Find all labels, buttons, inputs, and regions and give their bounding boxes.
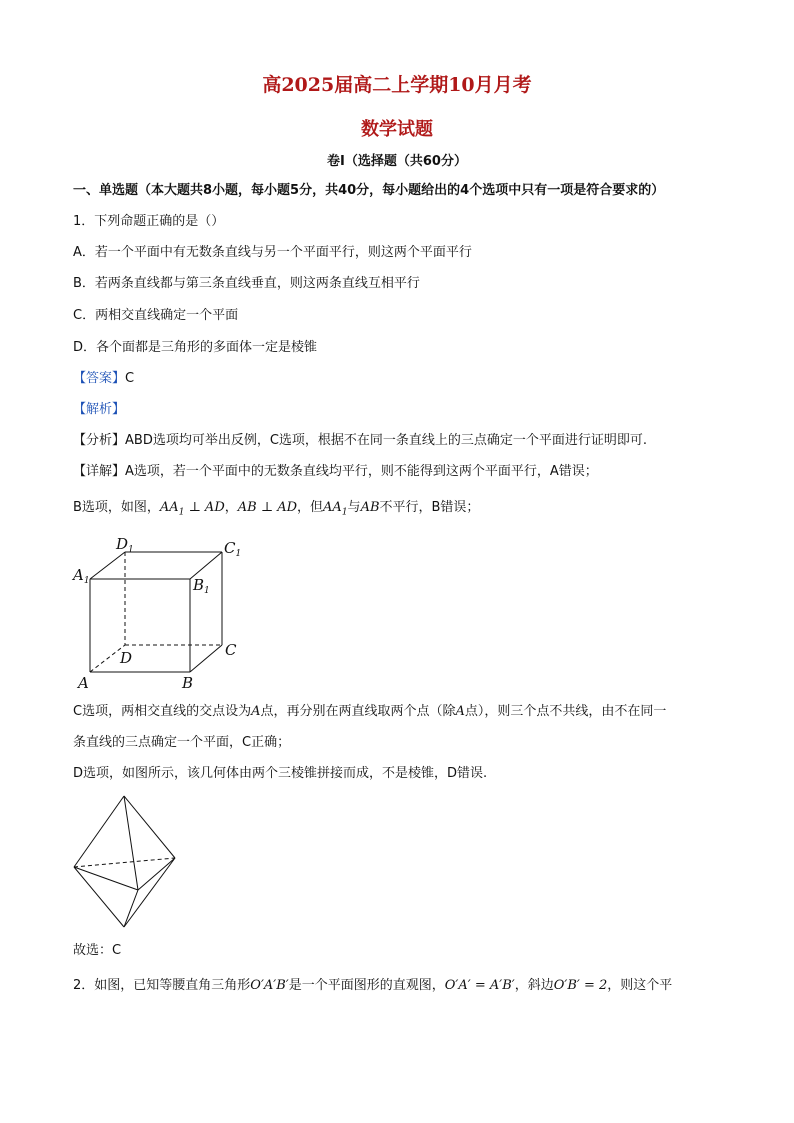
part-heading: 一、单选题（本大题共8小题，每小题5分，共40分，每小题给出的4个选项中只有一项是符合要求的） [73,183,665,198]
c-text-a: C选项，两相交直线的交点设为 [73,704,252,719]
analysis-heading [73,401,733,419]
math-aa1-perp-ad [159,500,225,518]
math-point-a: A [251,704,261,719]
edge-b1c1 [190,552,222,579]
label-c1: $C_1$ [224,539,242,559]
math-hypotenuse: O′B′ = 2 [553,978,608,993]
option-a: A．若一个平面中有无数条直线与另一个平面平行，则这两个平面平行 [73,245,472,260]
math-perp-ad: ⊥ AD [184,500,225,515]
c-text-c: 点），则三个点不共线，由不在同一 [464,704,667,719]
math-aa-2: AA [323,500,342,515]
fenxi-text: ABD选项均可举出反例，C选项，根据不在同一条直线上的三点确定一个平面进行证明即可. [125,433,648,448]
answer-tag: 【答案】 [73,371,126,386]
math-point-a-2: A [455,704,465,719]
b-sep: ， [224,500,238,515]
fenxi-line [73,432,733,450]
c-text-b: 点，再分别在两直线取两个点（除 [260,704,456,719]
label-d: D [120,649,133,667]
b-explanation [73,499,733,522]
option-d: D．各个面都是三角形的多面体一定是棱锥 [73,340,318,355]
exam-title: 高2025届高二上学期10月月考 [262,74,532,96]
label-c: C [225,641,237,659]
edge-bottom-right [124,858,175,927]
xiangjie-tag: 【详解】 [73,464,126,479]
answer-line [73,370,733,388]
b-prefix: B选项，如图， [73,500,160,515]
b-tail: 不平行，B错误； [379,500,480,515]
option-b: B．若两条直线都与第三条直线垂直，则这两条直线互相平行 [73,276,420,291]
option-c: C．两相交直线确定一个平面 [73,308,239,323]
label-b: B [182,674,194,692]
conclusion: 故选：C [73,943,122,958]
edge-bc [190,645,222,672]
question-1-stem: 1．下列命题正确的是（） [73,214,225,229]
question-2-stem [73,977,733,995]
fenxi-tag: 【分析】 [73,433,126,448]
xiangjie-text: A选项，若一个平面中的无数条直线均平行，则不能得到这两个平面平行，A错误； [125,464,598,479]
math-sub: 1 [178,507,185,518]
math-aa1 [323,500,348,518]
answer-value: C [125,371,135,386]
xiangjie-line [73,463,733,481]
edge-front-right [138,858,175,890]
edge-top-left [74,796,124,867]
math-ab-perp-ad: AB ⊥ AD [237,500,298,515]
label-b1: $B_1$ [193,576,210,596]
b-mid: ，但 [297,500,324,515]
edge-a1d1 [90,552,125,579]
math-equal-sides: O′A′ = A′B′ [444,978,515,993]
q2-text-d: ，则这个平 [607,978,673,993]
edge-left-right-hidden [74,858,175,867]
label-d1: $D_1$ [116,535,134,555]
bipyramid-diagram [68,792,188,942]
c-explanation-2: 条直线的三点确定一个平面，C正确； [73,735,291,750]
section-title: 卷I（选择题（共60分） [327,154,467,169]
math-triangle: O′A′B′ [250,978,289,993]
b-yu: 与 [347,500,361,515]
math-ab: AB [360,500,380,515]
edge-bottom-front [124,890,138,927]
cube-diagram [70,534,270,694]
subject-title: 数学试题 [361,119,433,140]
q2-text-c: ，斜边 [514,978,554,993]
analysis-tag: 【解析】 [73,402,126,417]
math-sub-2: 1 [341,507,348,518]
d-explanation: D选项，如图所示，该几何体由两个三棱锥拼接而成，不是棱锥，D错误. [73,766,488,781]
label-a: A [78,674,89,692]
c-explanation-1 [73,703,733,721]
math-aa: AA [159,500,179,515]
label-a1: $A_1$ [73,566,90,586]
q2-text-b: 是一个平面图形的直观图， [288,978,445,993]
q2-text-a: 2．如图，已知等腰直角三角形 [73,978,251,993]
